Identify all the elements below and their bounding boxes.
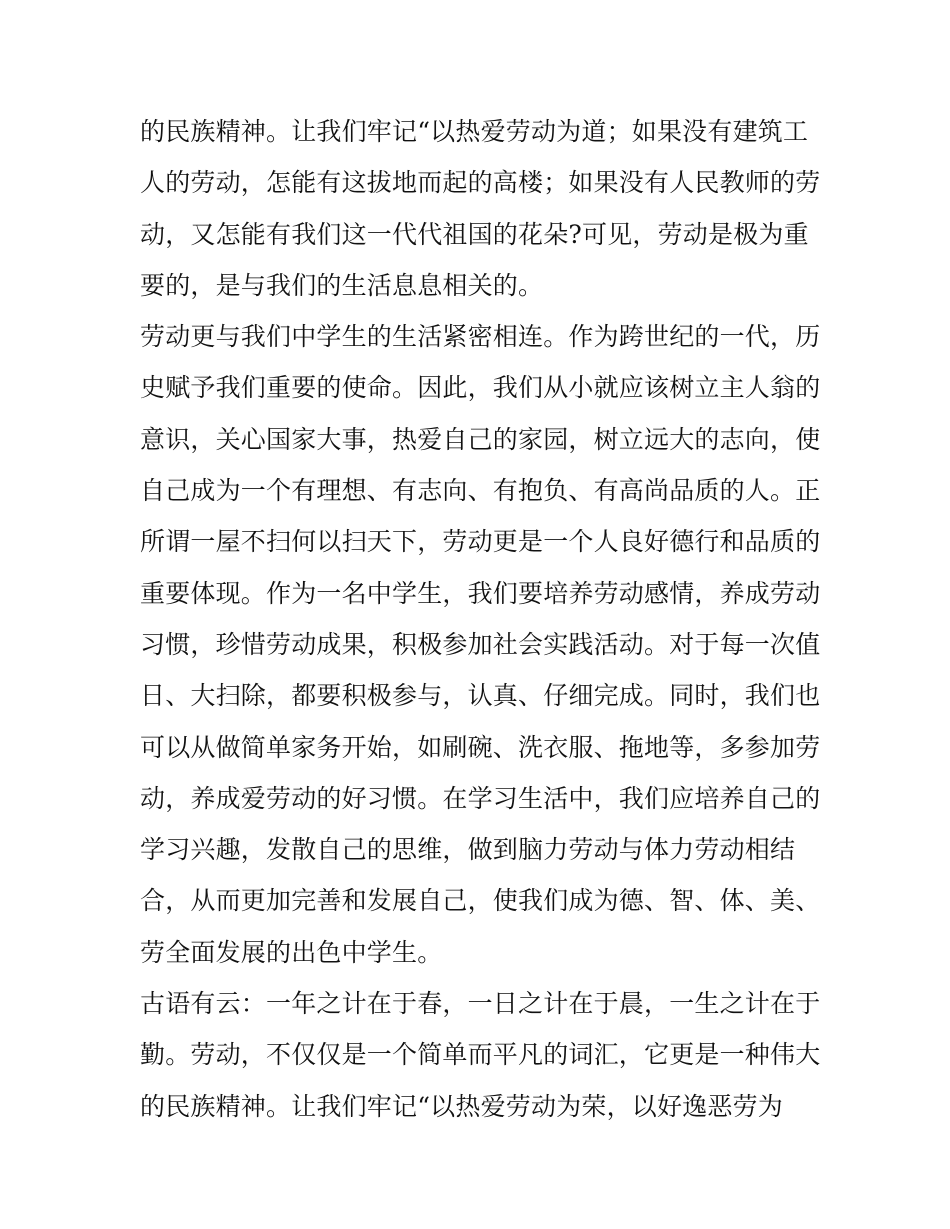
text-line: 动，养成爱劳动的好习惯。在学习生活中，我们应培养自己的 xyxy=(140,783,821,813)
text-line: 要的，是与我们的生活息息相关的。 xyxy=(140,270,544,300)
text-line: 合，从而更加完善和发展自己，使我们成为德、智、体、美、 xyxy=(140,886,821,916)
text-line: 古语有云：一年之计在于春，一日之计在于晨，一生之计在于 xyxy=(140,989,821,1019)
text-line: 所谓一屋不扫何以扫天下，劳动更是一个人良好德行和品质的 xyxy=(140,527,821,557)
text-line: 意识，关心国家大事，热爱自己的家园，树立远大的志向，使 xyxy=(140,424,821,454)
text-line: 的民族精神。让我们牢记“以热爱劳动为荣，以好逸恶劳为 xyxy=(140,1091,783,1121)
text-line: 习惯，珍惜劳动成果，积极参加社会实践活动。对于每一次值 xyxy=(140,629,821,659)
text-line: 的民族精神。让我们牢记“以热爱劳动为道；如果没有建筑工 xyxy=(140,117,809,146)
text-line: 勤。劳动，不仅仅是一个简单而平凡的词汇，它更是一种伟大 xyxy=(140,1040,821,1070)
text-line: 自己成为一个有理想、有志向、有抱负、有高尚品质的人。正 xyxy=(140,476,821,506)
body-text xyxy=(140,106,820,1132)
text-line: 可以从做简单家务开始，如刷碗、洗衣服、拖地等，多参加劳 xyxy=(140,732,821,762)
text-line: 人的劳动，怎能有这拔地而起的高楼；如果没有人民教师的劳 xyxy=(140,168,821,198)
text-line: 重要体现。作为一名中学生，我们要培养劳动感情，养成劳动 xyxy=(140,578,821,608)
text-line: 史赋予我们重要的使命。因此，我们从小就应该树立主人翁的 xyxy=(140,373,821,403)
text-line: 日、大扫除，都要积极参与，认真、仔细完成。同时，我们也 xyxy=(140,681,821,711)
text-line: 劳动更与我们中学生的生活紧密相连。作为跨世纪的一代，历 xyxy=(140,322,821,352)
text-line: 劳全面发展的出色中学生。 xyxy=(140,937,443,967)
text-line: 动，又怎能有我们这一代代祖国的花朵?可见，劳动是极为重 xyxy=(140,219,809,249)
text-line: 学习兴趣，发散自己的思维，做到脑力劳动与体力劳动相结 xyxy=(140,835,796,865)
